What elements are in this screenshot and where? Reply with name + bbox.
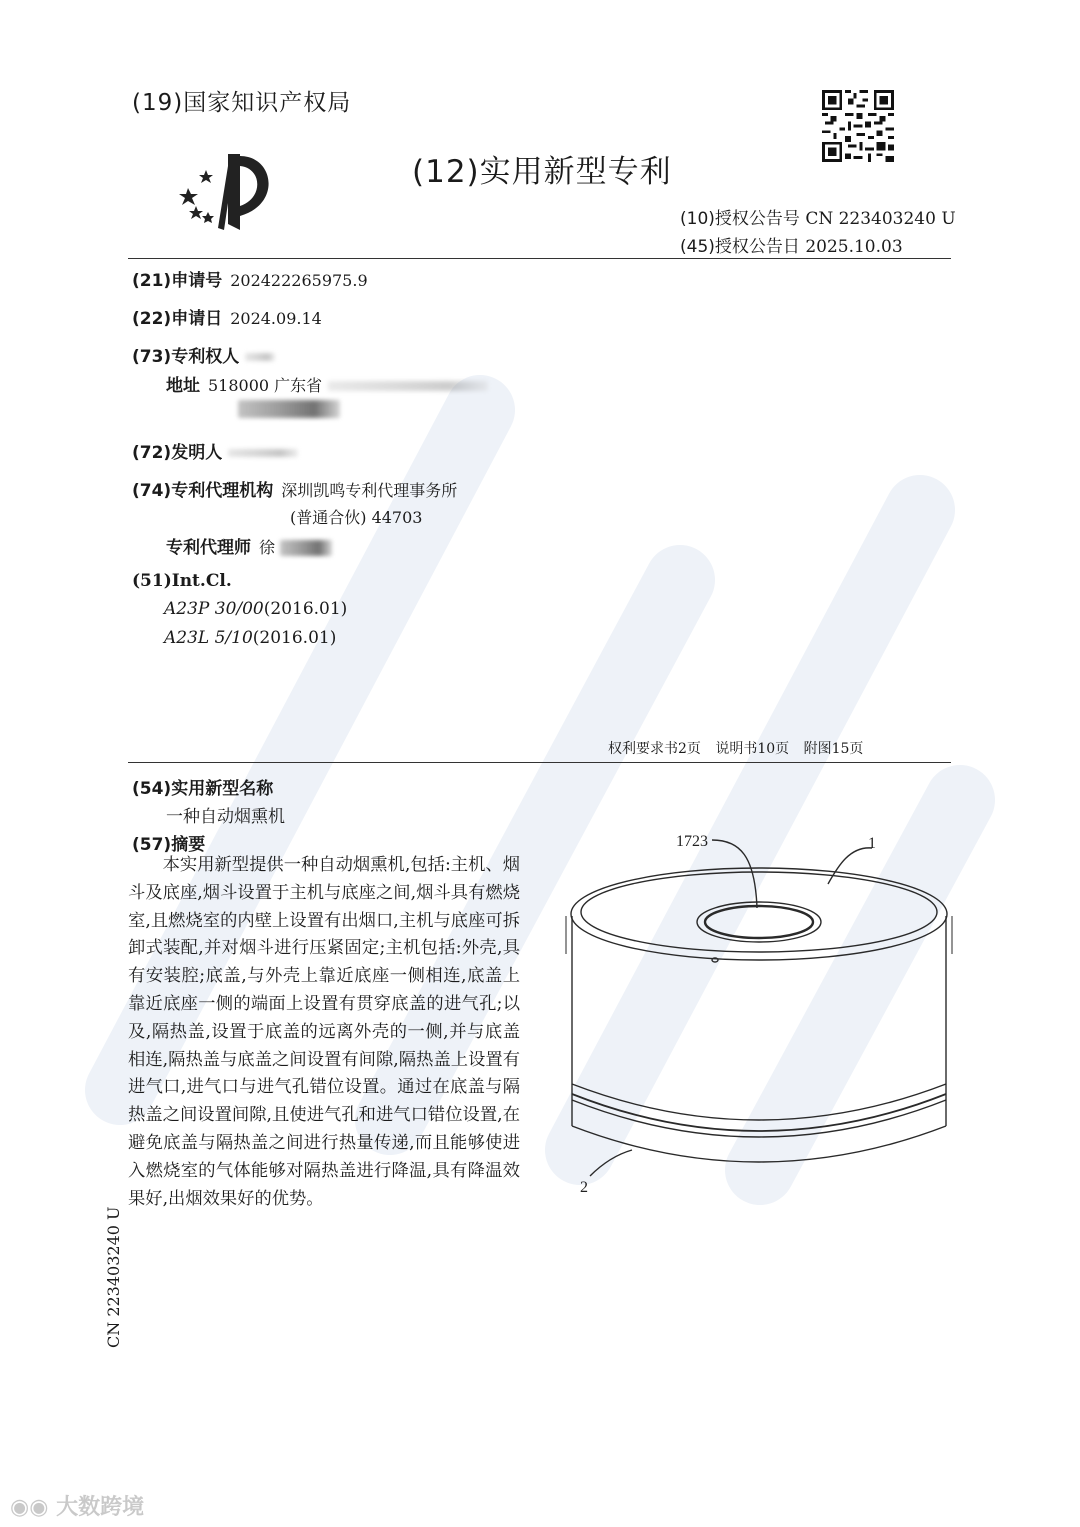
patent-agent (166, 533, 332, 558)
int-cl-1-code: A23P 30/00 (164, 599, 264, 619)
patent-agency-line2 (290, 505, 422, 528)
inventor-label: (72)发明人 (132, 443, 223, 463)
patent-agent-label: 专利代理师 (166, 538, 251, 558)
address-value: 518000 广东省 (208, 376, 323, 395)
label-1: 1 (868, 835, 876, 852)
label-1723: 1723 (676, 833, 708, 850)
office-name: (19)国家知识产权局 (132, 90, 352, 116)
title-label: (54)实用新型名称 (132, 779, 274, 799)
int-cl (132, 571, 232, 591)
int-cl-1-year: (2016.01) (263, 599, 348, 619)
address (166, 371, 488, 396)
int-cl-2-year: (2016.01) (252, 628, 337, 648)
redacted-inventor (228, 449, 298, 457)
utility-model-name: 一种自动烟熏机 (166, 807, 285, 827)
label-2: 2 (580, 1179, 588, 1196)
patentee (132, 342, 275, 367)
int-cl-1 (164, 599, 347, 619)
application-number-value: 202422265975.9 (230, 271, 368, 290)
abstract-label: (57)摘要 (132, 835, 206, 855)
publication-number-value: CN 223403240 U (805, 209, 956, 229)
brand-watermark (10, 1490, 144, 1521)
patent-type-title: (12)实用新型专利 (412, 154, 672, 190)
patentee-label: (73)专利权人 (132, 347, 240, 367)
publication-date (680, 232, 903, 257)
publication-date-value: 2025.10.03 (805, 237, 903, 257)
abstract-text: 本实用新型提供一种自动烟熏机,包括:主机、烟斗及底座,烟斗设置于主机与底座之间,烟斗具有燃烧室,且燃烧室的内壁上设置有出烟口,主机与底座可拆卸式装配,并对烟斗进行压紧固定;主机包括:外壳,具有安装腔;底盖,与外壳上靠近底座一侧相连,底盖上靠近底座一侧的端面上设置有贯穿底盖的进气孔;以及,隔热盖,设置于底盖的远离外壳的一侧,并与底盖相连,隔热盖与底盖之间设置有间隙,隔热盖上设置有进气口,进气口与进气孔错位设置。通过在底盖与隔热盖之间设置间隙,且使进气孔和进气口错位设置,在避免底盖与隔热盖之间进行热量传递,而且能够使进入燃烧室的气体能够对隔热盖进行降温,具有降温效果好,出烟效果好的优势。 (128, 855, 520, 1209)
qr-code[interactable] (822, 90, 894, 162)
patent-agent-value: 徐 (259, 538, 276, 557)
redacted-address-line2 (238, 400, 340, 418)
brand-text: 大数跨境 (56, 1495, 145, 1520)
application-number (132, 266, 368, 291)
redacted-address (328, 381, 488, 391)
int-cl-label: (51)Int.Cl. (132, 571, 232, 591)
application-number-label: (21)申请号 (132, 271, 223, 291)
utility-model-name-label (132, 774, 273, 799)
brand-icon: ◉◉ (10, 1495, 49, 1520)
patent-agency-value-line2: (普通合伙) 44703 (290, 508, 423, 527)
application-date-value: 2024.09.14 (230, 309, 322, 328)
redacted-patentee (245, 353, 275, 361)
cnipa-logo (178, 146, 288, 236)
inventor (132, 438, 298, 463)
int-cl-2-code: A23L 5/10 (164, 628, 253, 648)
device-drawing (560, 826, 960, 1206)
patent-agency-value: 深圳凯鸣专利代理事务所 (281, 481, 458, 500)
application-date-label: (22)申请日 (132, 309, 223, 329)
int-cl-2 (164, 628, 336, 648)
redacted-agent (280, 540, 332, 556)
section-divider (128, 762, 951, 763)
address-label: 地址 (166, 376, 200, 396)
publication-date-label: (45)授权公告日 (680, 237, 800, 257)
publication-number-label: (10)授权公告号 (680, 209, 800, 229)
publication-number (680, 204, 956, 229)
patent-agency (132, 476, 457, 501)
header-divider (128, 258, 951, 259)
patent-agency-label: (74)专利代理机构 (132, 481, 274, 501)
application-date (132, 304, 322, 329)
page-count-info: 权利要求书2页 说明书10页 附图15页 (608, 741, 864, 757)
side-publication-number: CN 223403240 U (104, 1206, 123, 1348)
